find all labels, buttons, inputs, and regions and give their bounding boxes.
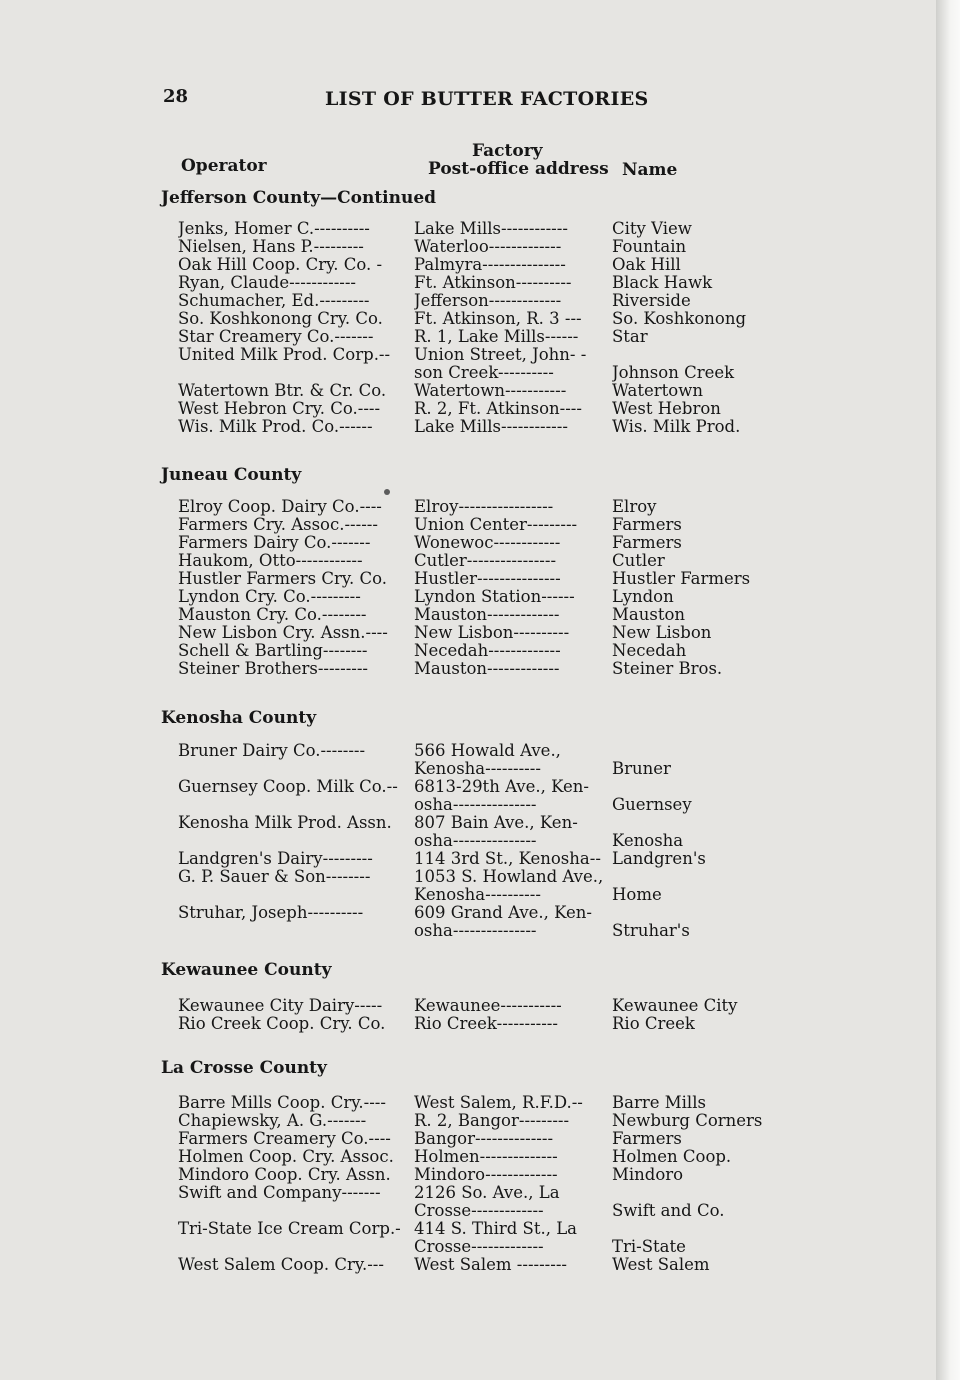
county-heading: Kenosha County [161,708,317,728]
operator-cell: Schell & Bartling-------- [178,642,368,660]
table-row [178,778,772,796]
operator-cell: Chapiewsky, A. G.------- [178,1112,367,1130]
operator-cell: Haukom, Otto------------ [178,552,363,570]
column-header-factory: Factory [472,141,543,161]
factory-name-cell: Swift and Co. [612,1202,725,1220]
factory-name-cell: Necedah [612,642,687,660]
post-office-cell: West Salem, R.F.D.-- [414,1094,583,1112]
table-row [178,997,772,1015]
post-office-cell: son Creek---------- [414,364,554,382]
operator-cell: Tri-State Ice Cream Corp.- [178,1220,401,1238]
column-header-post-office: Post-office address [428,159,609,179]
factory-name-cell: Riverside [612,292,691,310]
factory-name-cell: Kewaunee City [612,997,738,1015]
factory-name-cell: West Salem [612,1256,710,1274]
factory-name-cell: Elroy [612,498,657,516]
operator-cell: Nielsen, Hans P.--------- [178,238,364,256]
table-row [178,570,772,588]
factory-name-cell: Bruner [612,760,671,778]
operator-cell: Jenks, Homer C.---------- [178,220,370,238]
post-office-cell: Ft. Atkinson---------- [414,274,572,292]
table-row [178,588,772,606]
factory-name-cell: Hustler Farmers [612,570,751,588]
table-row [178,328,772,346]
operator-cell: Watertown Btr. & Cr. Co. [178,382,387,400]
county-heading: Kewaunee County [161,960,332,980]
post-office-cell: Necedah------------- [414,642,561,660]
table-row [178,1166,772,1184]
operator-cell: Steiner Brothers--------- [178,660,368,678]
factory-name-cell: Tri-State [612,1238,686,1256]
factory-name-cell: Steiner Bros. [612,660,723,678]
table-row [178,516,772,534]
table-row [178,814,772,832]
factory-name-cell: Star [612,328,648,346]
factory-name-cell: Farmers [612,516,682,534]
operator-cell: Elroy Coop. Dairy Co.---- [178,498,382,516]
factory-name-cell: Newburg Corners [612,1112,763,1130]
post-office-cell: Wonewoc------------ [414,534,561,552]
county-heading: Jefferson County—Continued [161,188,437,208]
table-row [178,642,772,660]
factory-name-cell: Struhar's [612,922,690,940]
ink-speck [384,489,390,495]
table-row [178,606,772,624]
post-office-cell: 609 Grand Ave., Ken- [414,904,592,922]
binding-shadow [936,0,960,1380]
operator-cell: Guernsey Coop. Milk Co.-- [178,778,398,796]
post-office-cell: Mauston------------- [414,606,560,624]
table-row [178,868,772,886]
operator-cell: West Hebron Cry. Co.---- [178,400,381,418]
operator-cell: Struhar, Joseph---------- [178,904,364,922]
post-office-cell: Lake Mills------------ [414,220,568,238]
table-row [178,760,772,778]
operator-cell: Holmen Coop. Cry. Assoc. [178,1148,394,1166]
table-row [178,382,772,400]
factory-name-cell: Johnson Creek [612,364,735,382]
factory-name-cell: Holmen Coop. [612,1148,732,1166]
table-row [178,922,772,940]
table-row [178,1238,772,1256]
table-row [178,400,772,418]
table-row [178,1130,772,1148]
table-row [178,498,772,516]
factory-name-cell: Mauston [612,606,686,624]
factory-name-cell: Rio Creek [612,1015,695,1033]
post-office-cell: Holmen-------------- [414,1148,558,1166]
post-office-cell: 414 S. Third St., La [414,1220,578,1238]
post-office-cell: 807 Bain Ave., Ken- [414,814,578,832]
operator-cell: Kenosha Milk Prod. Assn. [178,814,392,832]
table-row [178,1094,772,1112]
factory-name-cell: Home [612,886,662,904]
operator-cell: Wis. Milk Prod. Co.------ [178,418,373,436]
factory-name-cell: Black Hawk [612,274,713,292]
post-office-cell: 1053 S. Howland Ave., [414,868,604,886]
factory-name-cell: Kenosha [612,832,684,850]
factory-name-cell: Barre Mills [612,1094,706,1112]
post-office-cell: Crosse------------- [414,1202,544,1220]
table-row [178,256,772,274]
table-row [178,238,772,256]
table-row [178,624,772,642]
factory-name-cell: Oak Hill [612,256,681,274]
operator-cell: Ryan, Claude------------ [178,274,357,292]
table-row [178,364,772,382]
table-row [178,274,772,292]
table-row [178,832,772,850]
post-office-cell: Palmyra--------------- [414,256,566,274]
factory-name-cell: New Lisbon [612,624,712,642]
operator-cell: Schumacher, Ed.--------- [178,292,370,310]
post-office-cell: Lyndon Station------ [414,588,575,606]
table-row [178,1202,772,1220]
operator-cell: Mindoro Coop. Cry. Assn. [178,1166,391,1184]
post-office-cell: 6813-29th Ave., Ken- [414,778,589,796]
post-office-cell: Union Street, John- - [414,346,587,364]
factory-name-cell: Mindoro [612,1166,684,1184]
column-header-name: Name [622,160,678,180]
table-row [178,742,772,760]
post-office-cell: Crosse------------- [414,1238,544,1256]
post-office-cell: Kewaunee----------- [414,997,562,1015]
page-number: 28 [163,86,189,107]
factory-name-cell: Fountain [612,238,687,256]
operator-cell: West Salem Coop. Cry.--- [178,1256,384,1274]
table-row [178,660,772,678]
factory-name-cell: Wis. Milk Prod. [612,418,741,436]
table-row [178,1148,772,1166]
county-heading: Juneau County [161,465,302,485]
table-row [178,418,772,436]
factory-name-cell: Cutler [612,552,665,570]
operator-cell: New Lisbon Cry. Assn.---- [178,624,388,642]
operator-cell: Oak Hill Coop. Cry. Co. - [178,256,383,274]
post-office-cell: Cutler---------------- [414,552,557,570]
operator-cell: Rio Creek Coop. Cry. Co. [178,1015,386,1033]
post-office-cell: Kenosha---------- [414,760,541,778]
operator-cell: Mauston Cry. Co.-------- [178,606,367,624]
factory-name-cell: West Hebron [612,400,721,418]
operator-cell: Star Creamery Co.------- [178,328,374,346]
post-office-cell: West Salem --------- [414,1256,567,1274]
post-office-cell: Bangor-------------- [414,1130,554,1148]
factory-name-cell: Guernsey [612,796,692,814]
operator-cell: Kewaunee City Dairy----- [178,997,383,1015]
operator-cell: Landgren's Dairy--------- [178,850,373,868]
post-office-cell: Elroy----------------- [414,498,554,516]
factory-name-cell: Farmers [612,534,682,552]
operator-cell: Barre Mills Coop. Cry.---- [178,1094,386,1112]
running-title: LIST OF BUTTER FACTORIES [325,88,649,110]
table-row [178,292,772,310]
column-header-operator: Operator [181,156,267,176]
table-row [178,534,772,552]
post-office-cell: osha--------------- [414,832,537,850]
table-row [178,310,772,328]
post-office-cell: Union Center--------- [414,516,578,534]
operator-cell: Swift and Company------- [178,1184,381,1202]
factory-name-cell: Farmers [612,1130,682,1148]
operator-cell: So. Koshkonong Cry. Co. [178,310,383,328]
table-row [178,346,772,364]
post-office-cell: osha--------------- [414,796,537,814]
post-office-cell: Mindoro------------- [414,1166,558,1184]
county-heading: La Crosse County [161,1058,327,1078]
operator-cell: Farmers Cry. Assoc.------ [178,516,378,534]
post-office-cell: 2126 So. Ave., La [414,1184,560,1202]
post-office-cell: R. 2, Bangor--------- [414,1112,570,1130]
table-row [178,796,772,814]
post-office-cell: New Lisbon---------- [414,624,570,642]
operator-cell: G. P. Sauer & Son-------- [178,868,371,886]
table-row [178,1220,772,1238]
table-row [178,552,772,570]
post-office-cell: Jefferson------------- [414,292,562,310]
table-row [178,886,772,904]
post-office-cell: Rio Creek----------- [414,1015,558,1033]
table-row [178,1015,772,1033]
post-office-cell: Lake Mills------------ [414,418,568,436]
factory-name-cell: Watertown [612,382,703,400]
operator-cell: Lyndon Cry. Co.--------- [178,588,361,606]
operator-cell: Farmers Creamery Co.---- [178,1130,391,1148]
table-row [178,850,772,868]
post-office-cell: R. 2, Ft. Atkinson---- [414,400,582,418]
table-row [178,1112,772,1130]
factory-name-cell: City View [612,220,692,238]
post-office-cell: osha--------------- [414,922,537,940]
table-row [178,904,772,922]
factory-name-cell: So. Koshkonong [612,310,747,328]
post-office-cell: 566 Howald Ave., [414,742,561,760]
factory-name-cell: Lyndon [612,588,674,606]
table-row [178,1184,772,1202]
post-office-cell: R. 1, Lake Mills------ [414,328,579,346]
table-row [178,220,772,238]
operator-cell: United Milk Prod. Corp.-- [178,346,391,364]
post-office-cell: Watertown----------- [414,382,567,400]
post-office-cell: Mauston------------- [414,660,560,678]
operator-cell: Farmers Dairy Co.------- [178,534,371,552]
table-row [178,1256,772,1274]
post-office-cell: Waterloo------------- [414,238,562,256]
post-office-cell: Kenosha---------- [414,886,541,904]
factory-name-cell: Landgren's [612,850,706,868]
post-office-cell: 114 3rd St., Kenosha-- [414,850,601,868]
operator-cell: Bruner Dairy Co.-------- [178,742,366,760]
post-office-cell: Hustler--------------- [414,570,561,588]
operator-cell: Hustler Farmers Cry. Co. [178,570,387,588]
post-office-cell: Ft. Atkinson, R. 3 --- [414,310,582,328]
